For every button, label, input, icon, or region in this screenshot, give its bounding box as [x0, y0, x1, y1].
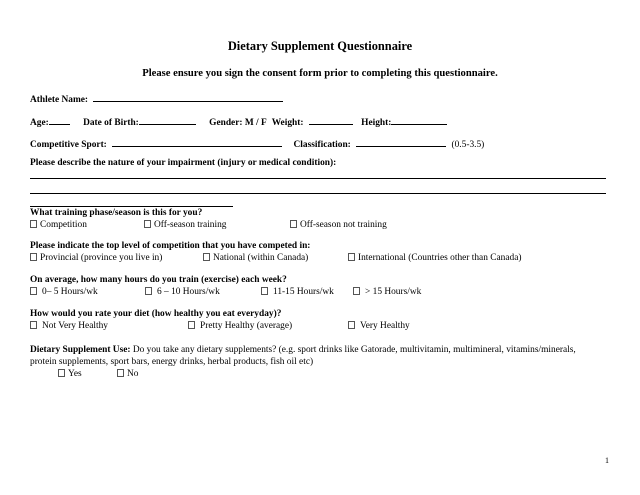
competition-option-provincial[interactable]: Provincial (province you live in): [30, 253, 162, 263]
diet-question: How would you rate your diet (how healthy you eat everyday)?: [30, 309, 282, 319]
height-field[interactable]: [391, 115, 447, 125]
hours-option-11-15[interactable]: 11-15 Hours/wk: [261, 287, 334, 297]
training-question: What training phase/season is this for you?: [30, 208, 203, 218]
classification-field[interactable]: [356, 137, 446, 147]
dob-label: Date of Birth:: [83, 118, 139, 128]
checkbox-icon[interactable]: [261, 287, 268, 295]
hours-question: On average, how many hours do you train (exercise) each week?: [30, 275, 287, 285]
checkbox-icon[interactable]: [144, 220, 151, 228]
supplement-option-no[interactable]: No: [117, 369, 138, 379]
sport-label: Competitive Sport:: [30, 140, 107, 150]
hours-option-0-5[interactable]: 0– 5 Hours/wk: [30, 287, 98, 297]
supplement-question-line-1: Dietary Supplement Use: Do you take any dietary supplements? (e.g. sport drinks like Gatorade, multivitamin, multimineral, vitamins/minerals,: [30, 345, 576, 355]
checkbox-icon[interactable]: [30, 321, 37, 329]
training-option-competition[interactable]: Competition: [30, 220, 87, 230]
competition-question: Please indicate the top level of competition that you have competed in:: [30, 241, 311, 251]
competition-option-national[interactable]: National (within Canada): [203, 253, 308, 263]
dob-field[interactable]: [139, 115, 196, 125]
training-option-offseason-not-training[interactable]: Off-season not training: [290, 220, 387, 230]
height-label: Height:: [361, 118, 392, 128]
athlete-name-label: Athlete Name:: [30, 95, 89, 105]
personal-info-row: [30, 115, 447, 128]
supplement-label: Dietary Supplement Use: [30, 345, 128, 355]
checkbox-icon[interactable]: [348, 253, 355, 261]
classification-label: Classification:: [293, 140, 351, 150]
checkbox-icon[interactable]: [30, 287, 37, 295]
supplement-question-text: Do you take any dietary supplements? (e.g. sport drinks like Gatorade, multivitamin, multimineral, vitamins/minerals,: [132, 345, 576, 355]
checkbox-icon[interactable]: [117, 369, 124, 377]
hours-option-6-10[interactable]: 6 – 10 Hours/wk: [145, 287, 220, 297]
diet-option-very-healthy[interactable]: Very Healthy: [348, 321, 410, 331]
impairment-line-2[interactable]: [30, 193, 606, 194]
checkbox-icon[interactable]: [290, 220, 297, 228]
athlete-name-row: [30, 92, 283, 105]
consent-notice: Please ensure you sign the consent form prior to completing this questionnaire.: [142, 68, 498, 79]
sport-row: [30, 137, 484, 150]
page-number: 1: [605, 456, 609, 465]
athlete-name-field[interactable]: [93, 92, 283, 102]
checkbox-icon[interactable]: [30, 253, 37, 261]
training-option-offseason-training[interactable]: Off-season training: [144, 220, 226, 230]
checkbox-icon[interactable]: [348, 321, 355, 329]
sport-field[interactable]: [112, 137, 282, 147]
competition-option-international[interactable]: International (Countries other than Canada): [348, 253, 522, 263]
weight-field[interactable]: [309, 115, 353, 125]
impairment-line-1[interactable]: [30, 178, 606, 179]
checkbox-icon[interactable]: [145, 287, 152, 295]
page-title: Dietary Supplement Questionnaire: [227, 39, 413, 53]
checkbox-icon[interactable]: [58, 369, 65, 377]
classification-range: (0.5-3.5): [451, 140, 485, 150]
weight-label: Weight:: [271, 118, 304, 128]
diet-option-not-very-healthy[interactable]: Not Very Healthy: [30, 321, 108, 331]
hours-option-15-plus[interactable]: > 15 Hours/wk: [353, 287, 421, 297]
diet-option-pretty-healthy[interactable]: Pretty Healthy (average): [188, 321, 292, 331]
age-label: Age:: [30, 118, 49, 128]
gender-label: Gender: M / F: [209, 118, 267, 128]
impairment-question: Please describe the nature of your impairment (injury or medical condition):: [30, 158, 337, 168]
supplement-option-yes[interactable]: Yes: [58, 369, 82, 379]
supplement-question-line-2: protein supplements, sport bars, energy drinks, herbal products, fish oil etc): [30, 357, 314, 367]
impairment-line-3[interactable]: [30, 206, 233, 207]
checkbox-icon[interactable]: [203, 253, 210, 261]
checkbox-icon[interactable]: [188, 321, 195, 329]
age-field[interactable]: [49, 115, 70, 125]
checkbox-icon[interactable]: [30, 220, 37, 228]
checkbox-icon[interactable]: [353, 287, 360, 295]
